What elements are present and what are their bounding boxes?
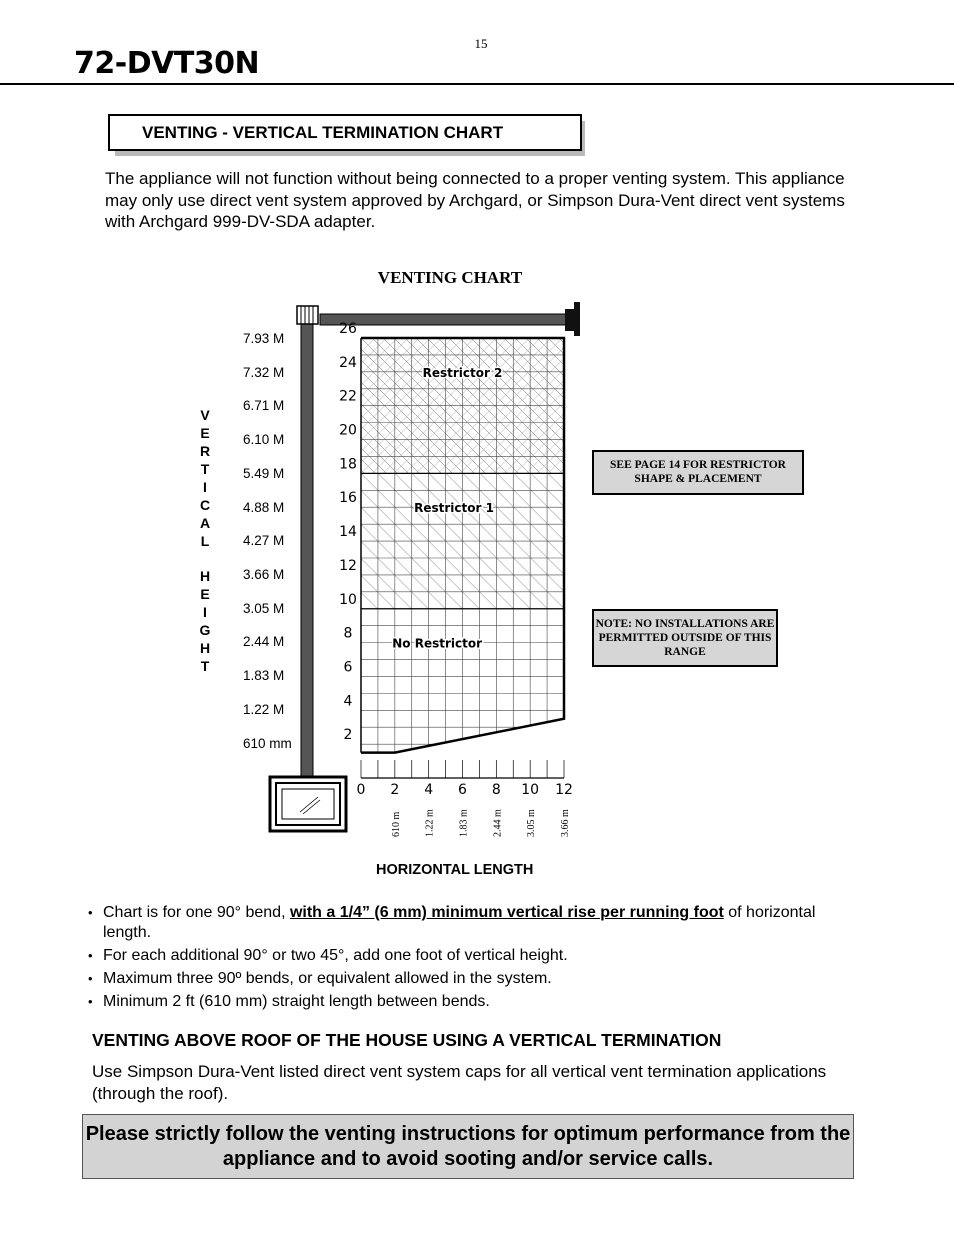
range-note: NOTE: NO INSTALLATIONS ARE PERMITTED OUTSIDE OF THIS RANGE	[592, 609, 778, 667]
hatch-line	[21, 473, 156, 608]
y-metric-label: 1.22 M	[243, 702, 285, 717]
vertical-letter: E	[200, 586, 210, 602]
vertical-letter: C	[199, 497, 211, 513]
y-tick-label: 8	[343, 625, 353, 642]
hatch-line	[174, 338, 309, 473]
y-metric-label: 7.32 M	[243, 365, 285, 380]
hatch-line	[72, 473, 207, 608]
hatch-line	[152, 338, 287, 473]
vertical-letter: I	[203, 479, 207, 495]
x-metric-label: 610 m	[390, 811, 402, 837]
hatch-line	[55, 473, 190, 608]
y-tick-label: 10	[339, 591, 357, 608]
bullet-emphasis: with a 1/4” (6 mm) minimum vertical rise per running foot	[289, 904, 724, 921]
hatch-line	[141, 338, 276, 473]
list-item: • Minimum 2 ft (610 mm) straight length between bends.	[88, 992, 848, 1012]
horizontal-terminal-icon	[565, 302, 580, 336]
zone-label: Restrictor 2	[422, 365, 503, 380]
hatch-line	[157, 473, 292, 608]
y-tick-label: 4	[343, 693, 353, 710]
vertical-letter: G	[199, 622, 211, 638]
x-tick-label: 12	[555, 782, 573, 798]
hatch-line	[820, 473, 954, 608]
bullet-text: Chart is for one 90° bend,	[103, 904, 290, 921]
chart-title: VENTING CHART	[377, 268, 523, 287]
vertical-letter: A	[199, 515, 211, 531]
y-metric-label: 6.10 M	[243, 432, 285, 447]
hatch-line	[218, 338, 353, 473]
y-metric-label: 3.66 M	[243, 567, 285, 582]
y-tick-label: 16	[339, 490, 357, 507]
hatch-line	[786, 473, 921, 608]
x-tick-label: 10	[521, 782, 540, 798]
hatch-line	[185, 338, 320, 473]
hatch-line	[218, 338, 353, 473]
y-metric-label: 3.05 M	[243, 601, 285, 616]
y-tick-label: 6	[343, 659, 353, 676]
x-tick-label: 8	[491, 782, 501, 798]
x-metric-label: 1.83 m	[458, 809, 470, 837]
hatch-line	[140, 473, 275, 608]
vertical-letter: L	[200, 533, 210, 549]
x-tick-label: 0	[356, 782, 366, 798]
y-metric-label: 4.27 M	[243, 533, 285, 548]
hatch-line	[185, 338, 320, 473]
roof-paragraph: Use Simpson Dura-Vent listed direct vent system caps for all vertical vent termination applications (through the roof).	[92, 1062, 827, 1103]
y-tick-label: 26	[339, 321, 357, 337]
hatch-line	[163, 338, 298, 473]
hatch-line	[803, 473, 938, 608]
hatch-line	[837, 473, 954, 608]
x-tick-label: 6	[458, 782, 467, 798]
bullet-list	[88, 903, 848, 1015]
y-metric-label: 5.49 M	[243, 466, 285, 481]
x-tick-label: 2	[390, 782, 400, 798]
hatch-line	[106, 473, 241, 608]
y-tick-label: 24	[339, 354, 357, 371]
vent-pipe-vertical	[301, 322, 313, 777]
y-metric-label: 1.83 M	[243, 668, 285, 683]
intro-paragraph: The appliance will not function without being connected to a proper venting system. This appliance may only use direct vent system approved by Archgard, or Simpson Dura-Vent direct vent systems with Archgard 999-DV-SDA adapter.	[105, 169, 845, 231]
y-metric-label: 2.44 M	[243, 634, 285, 649]
vertical-letter: H	[199, 568, 211, 584]
hatch-line	[152, 338, 287, 473]
hatch-line	[174, 473, 309, 608]
model-title: 72-DVT30N	[74, 46, 260, 81]
y-tick-label: 22	[339, 388, 357, 405]
y-tick-label: 14	[339, 524, 357, 541]
y-tick-label: 18	[339, 456, 357, 473]
x-metric-label: 1.22 m	[424, 809, 436, 837]
hatch-line	[208, 473, 343, 608]
hatch-line	[207, 338, 342, 473]
horizontal-length-label: HORIZONTAL LENGTH	[376, 862, 534, 878]
y-metric-label: 610 mm	[243, 736, 292, 751]
vertical-letter: E	[200, 425, 210, 441]
section-title: VENTING - VERTICAL TERMINATION CHART	[108, 114, 582, 151]
list-item: • Maximum three 90º bends, or equivalent allowed in the system.	[88, 969, 848, 989]
hatch-line	[854, 473, 954, 608]
list-item: • For each additional 90° or two 45°, add one foot of vertical height.	[88, 946, 848, 966]
zone-label: No Restrictor	[392, 636, 483, 651]
list-item	[88, 903, 848, 943]
warning-callout: Please strictly follow the venting instructions for optimum performance from the appliance and to avoid sooting and/or service calls.	[82, 1114, 854, 1179]
y-metric-label: 4.88 M	[243, 500, 285, 515]
plot-area	[21, 321, 954, 837]
x-metric-label: 3.66 m	[560, 809, 571, 837]
hatch-line	[89, 473, 224, 608]
hatch-line	[163, 338, 298, 473]
y-metric-label: 6.71 M	[243, 398, 285, 413]
y-tick-label: 20	[339, 422, 357, 439]
x-metric-label: 2.44 m	[492, 809, 504, 837]
vent-pipe-horizontal	[320, 314, 568, 325]
vertical-letter: H	[199, 640, 211, 656]
y-tick-label: 12	[339, 557, 357, 574]
vent-cap-icon	[297, 306, 318, 324]
restrictor-note: SEE PAGE 14 FOR RESTRICTOR SHAPE & PLACEMENT	[592, 450, 804, 495]
hatch-line	[38, 473, 173, 608]
grid-region	[21, 338, 954, 778]
zone-label: Restrictor 1	[414, 501, 494, 516]
x-metric-label: 3.05 m	[526, 809, 538, 837]
hatch-line	[207, 338, 342, 473]
hatch-line	[141, 338, 276, 473]
roof-heading: VENTING ABOVE ROOF OF THE HOUSE USING A VERTICAL TERMINATION	[92, 1030, 722, 1050]
vertical-letter: V	[200, 407, 210, 423]
hatch-line	[123, 473, 258, 608]
fireplace-icon	[270, 777, 346, 831]
vertical-letter: T	[200, 658, 210, 674]
hatch-line	[174, 338, 309, 473]
vertical-letter: R	[199, 443, 211, 459]
x-tick-label: 4	[424, 782, 434, 798]
y-tick-label: 2	[343, 727, 353, 744]
bullet-text: of horizontal length.	[103, 904, 816, 941]
vertical-letter: T	[200, 461, 210, 477]
page-number: 15	[474, 36, 488, 51]
vertical-letter: I	[203, 604, 207, 620]
y-metric-label: 7.93 M	[243, 331, 285, 346]
